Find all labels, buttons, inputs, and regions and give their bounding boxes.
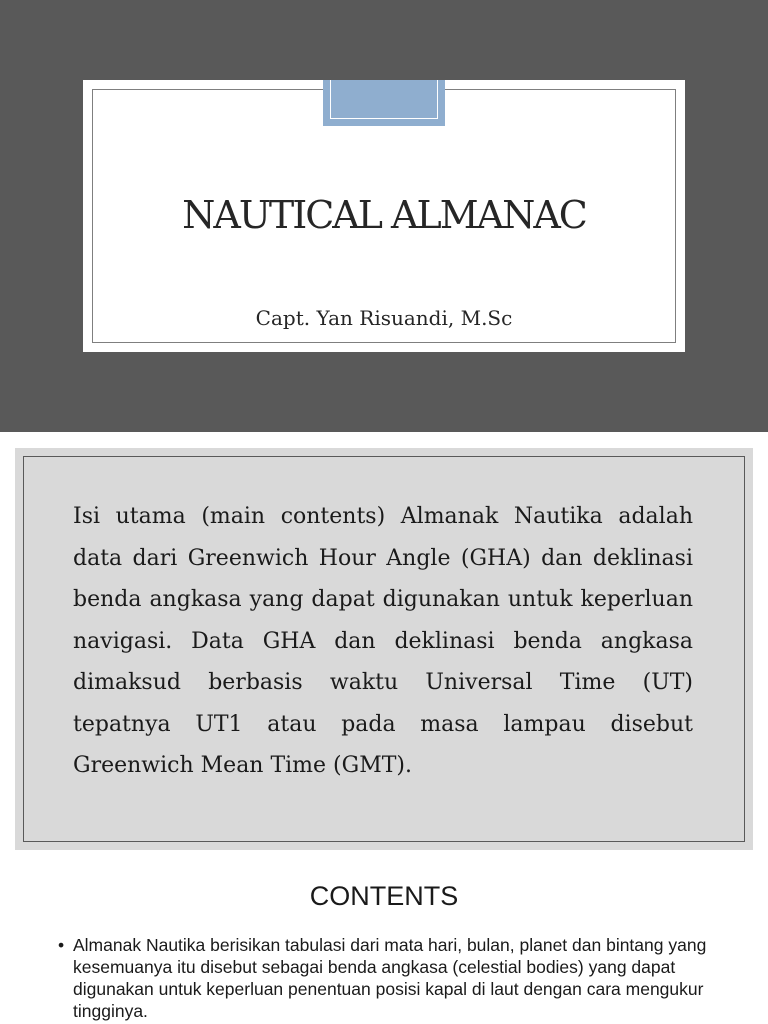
contents-heading: CONTENTS: [309, 881, 459, 911]
accent-tab: [323, 80, 445, 126]
contents-slide: [0, 864, 768, 1024]
contents-bullet-list: [58, 934, 728, 1022]
title-card: [83, 80, 685, 352]
content-card: [15, 448, 753, 850]
accent-tab-frame: [330, 80, 438, 119]
title-slide: [0, 0, 768, 432]
definition-slide: [0, 432, 768, 864]
deck-author: Capt. Yan Risuandi, M.Sc: [255, 306, 513, 330]
bullet-dot-icon: •: [58, 935, 65, 955]
bullet-item: [58, 934, 728, 1022]
bullet-text: Almanak Nautika berisikan tabulasi dari mata hari, bulan, planet dan bintang yang kesemuanya itu disebut sebagai benda angkasa (celestial bodies) yang dapat digunakan untuk keperluan penentuan posisi kapal di laut dengan cara mengukur tingginya.: [73, 935, 707, 1021]
deck-title: NAUTICAL ALMANAC: [182, 193, 586, 237]
definition-paragraph: Isi utama (main contents) Almanak Nautika adalah data dari Greenwich Hour Angle (GHA) dan deklinasi benda angkasa yang dapat digunakan untuk keperluan navigasi. Data GHA dan deklinasi benda angkasa dimaksud berbasis waktu Universal Time (UT) tepatnya UT1 atau pada masa lampau disebut Greenwich Mean Time (GMT).: [73, 504, 693, 778]
